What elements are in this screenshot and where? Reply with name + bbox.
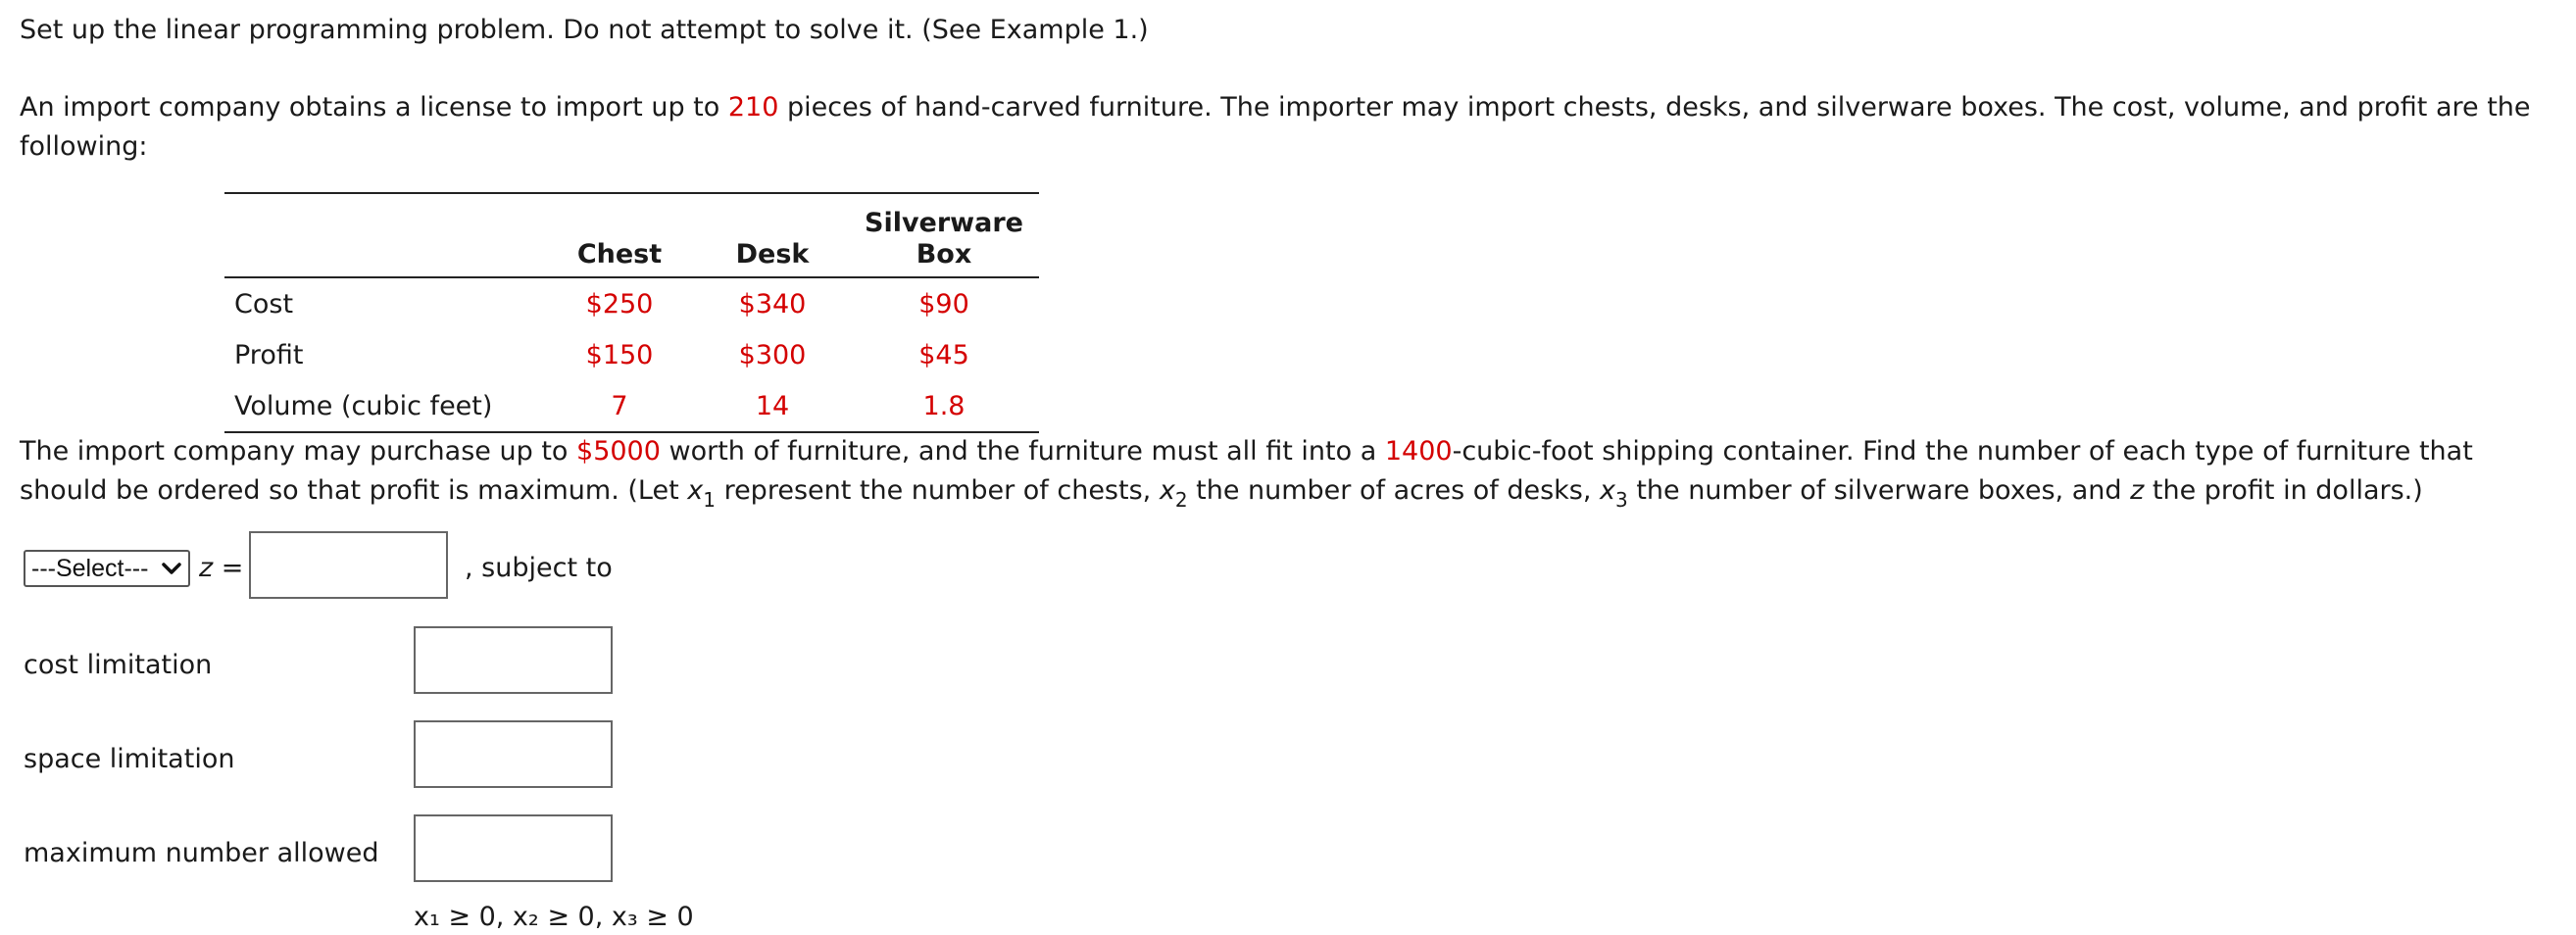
- var-x2: x: [1159, 475, 1175, 506]
- question-part5: the number of acres of desks,: [1187, 475, 1601, 506]
- row-label-volume: Volume (cubic feet): [234, 390, 493, 421]
- var-x1-subscript: 1: [703, 488, 716, 512]
- cost-chest: $250: [585, 288, 654, 320]
- objective-type-select[interactable]: [24, 550, 190, 587]
- objective-function-input[interactable]: [249, 531, 448, 599]
- question-part6: the number of silverware boxes, and: [1627, 475, 2131, 506]
- var-x3-subscript: 3: [1615, 488, 1628, 512]
- profit-chest: $150: [585, 339, 654, 370]
- question-part3: -cubic-foot shipping container. Find the number of each type of furniture that should be ordered so that profit is maximum. (Let: [20, 436, 2473, 506]
- header-empty: [224, 193, 543, 277]
- table-row-profit: [224, 329, 1039, 380]
- maximum-number-label: maximum number allowed: [24, 838, 379, 868]
- cost-limitation-label: cost limitation: [24, 650, 213, 680]
- question-part1: The import company may purchase up to: [20, 436, 577, 467]
- intro-part1: An import company obtains a license to import up to: [20, 92, 728, 123]
- objective-select-value: ---Select---: [31, 554, 149, 582]
- header-chest: Chest: [576, 239, 663, 270]
- chevron-down-icon: [161, 557, 182, 580]
- cost-box: $90: [918, 288, 969, 320]
- row-label-cost: Cost: [234, 288, 294, 320]
- row-label-profit: Profit: [234, 339, 304, 370]
- volume-chest: 7: [611, 390, 628, 421]
- question-part2: worth of furniture, and the furniture must all fit into a: [660, 436, 1385, 467]
- table-row-volume: [224, 380, 1039, 432]
- objective-z-label: [199, 551, 243, 586]
- var-x1: x: [687, 475, 704, 506]
- volume-desk: 14: [755, 390, 790, 421]
- var-x2-subscript: 2: [1174, 488, 1188, 512]
- intro-paragraph: [20, 88, 2556, 167]
- container-volume-value: 1400: [1384, 436, 1453, 467]
- profit-desk: $300: [738, 339, 807, 370]
- header-box-line2: Box: [916, 239, 972, 270]
- question-paragraph: [20, 432, 2556, 511]
- furniture-data-table: [224, 192, 1039, 433]
- volume-box: 1.8: [922, 390, 966, 421]
- space-limitation-label: space limitation: [24, 744, 235, 774]
- cost-desk: $340: [738, 288, 807, 320]
- question-part7: the profit in dollars.): [2144, 475, 2423, 506]
- profit-box: $45: [918, 339, 969, 370]
- var-x3: x: [1600, 475, 1616, 506]
- var-z: z: [2130, 475, 2145, 506]
- objective-equals: =: [213, 553, 244, 583]
- instruction-text: Set up the linear programming problem. Do not attempt to solve it. (See Example 1.): [20, 15, 1149, 45]
- subject-to-text: , subject to: [465, 553, 613, 583]
- space-limitation-input[interactable]: [414, 720, 613, 788]
- nonnegativity-constraints: x₁ ≥ 0, x₂ ≥ 0, x₃ ≥ 0: [414, 902, 694, 932]
- table-header-row: [224, 193, 1039, 277]
- header-desk: Desk: [735, 239, 810, 270]
- budget-value: $5000: [576, 436, 661, 467]
- intro-part2: pieces of hand-carved furniture. The importer may import chests, desks, and silverware boxes. The cost, volume, and profit are the following:: [20, 92, 2531, 162]
- question-part4: represent the number of chests,: [715, 475, 1160, 506]
- objective-z-var: z: [199, 553, 214, 583]
- cost-limitation-input[interactable]: [414, 626, 613, 694]
- max-pieces-value: 210: [727, 92, 779, 123]
- maximum-number-input[interactable]: [414, 814, 613, 882]
- table-row-cost: [224, 277, 1039, 329]
- header-silverware-box: [849, 193, 1039, 277]
- header-box-line1: Silverware: [865, 208, 1023, 238]
